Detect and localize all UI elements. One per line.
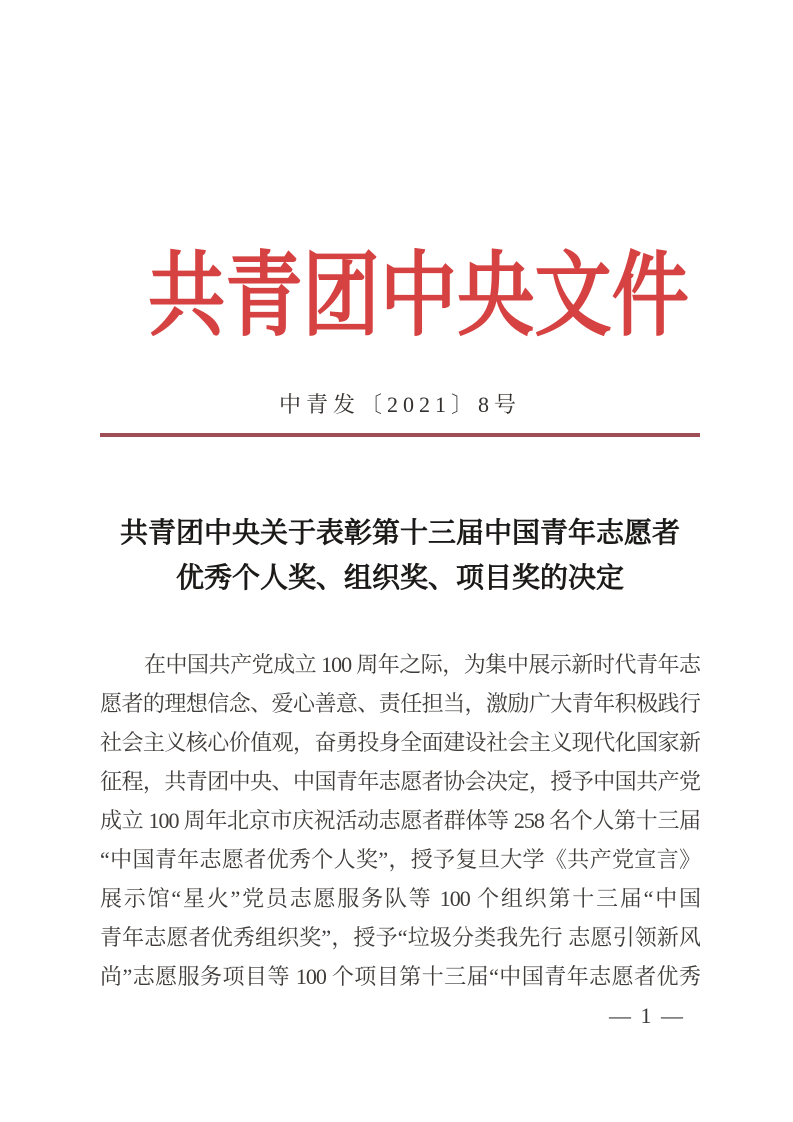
document-title	[85, 511, 715, 601]
body-text-line: 在中国共产党成立 100 周年之际，为集中展示新时代青年志	[144, 652, 700, 677]
body-text-line: “中国青年志愿者优秀个人奖”，授予复旦大学《共产党宣言》	[100, 847, 700, 872]
body-text-line: 展示馆“星火”党员志愿服务队等 100 个组织第十三届“中国	[100, 886, 700, 911]
red-divider-line	[100, 433, 700, 437]
body-text-line: 社会主义核心价值观，奋勇投身全面建设社会主义现代化国家新	[100, 730, 700, 755]
document-body-paragraph	[100, 645, 700, 996]
body-text-line: 青年志愿者优秀组织奖”，授予“垃圾分类我先行 志愿引领新风	[100, 925, 700, 950]
document-title-line-1: 共青团中央关于表彰第十三届中国青年志愿者	[119, 518, 680, 549]
body-text-line: 成立 100 周年北京市庆祝活动志愿者群体等 258 名个人第十三届	[100, 808, 700, 833]
body-text-line: 尚”志愿服务项目等 100 个项目第十三届“中国青年志愿者优秀	[100, 964, 700, 989]
body-text-line: 愿者的理想信念、爱心善意、责任担当，激励广大青年积极践行	[100, 691, 700, 716]
red-masthead-title: 共青团中央文件	[148, 245, 689, 347]
body-text-line: 征程，共青团中央、中国青年志愿者协会决定，授予中国共产党	[100, 769, 700, 794]
document-reference-number: 中青发〔2021〕8号	[278, 392, 521, 417]
document-title-line-2: 优秀个人奖、组织奖、项目奖的决定	[175, 563, 624, 594]
page-number: — 1 —	[609, 1003, 685, 1028]
